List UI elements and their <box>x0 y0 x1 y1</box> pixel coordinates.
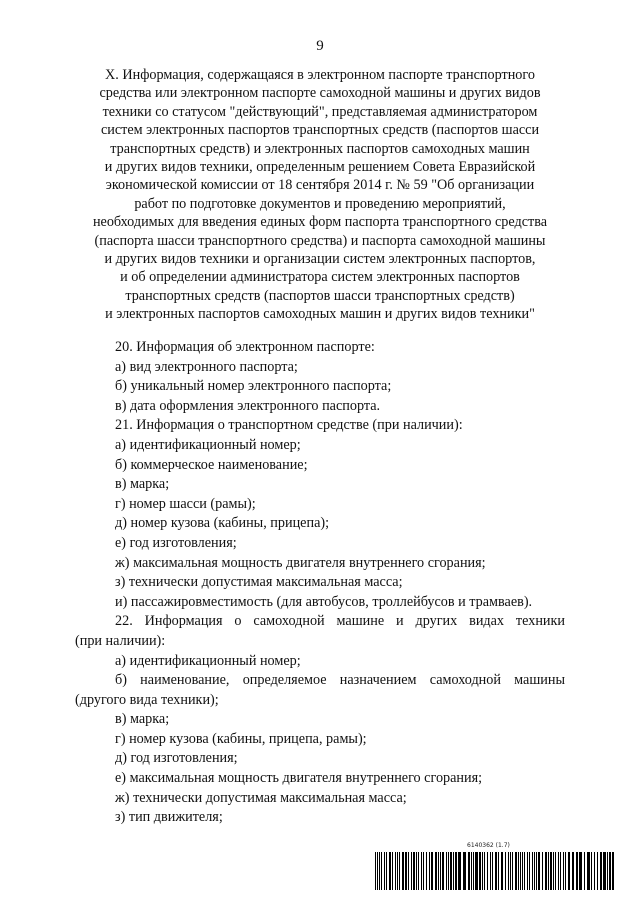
heading-line: и других видов техники, определенным решением Совета Евразийской <box>104 159 536 176</box>
heading-line: и электронных паспортов самоходных машин и других видов техники" <box>105 306 535 323</box>
barcode <box>375 852 615 890</box>
list-item: и) пассажировместимость (для автобусов, троллейбусов и трамваев). <box>115 593 533 610</box>
heading-line: экономической комиссии от 18 сентября 2014 г. № 59 "Об организации <box>105 177 535 194</box>
list-item-continuation: (другого вида техники); <box>75 691 219 708</box>
list-item: з) тип движителя; <box>115 809 223 826</box>
heading-line: и других видов техники и организации систем электронных паспортов, <box>104 251 536 268</box>
list-item: а) вид электронного паспорта; <box>115 358 298 375</box>
list-item: б) уникальный номер электронного паспорта; <box>115 378 392 395</box>
list-item: в) дата оформления электронного паспорта. <box>115 397 381 414</box>
list-item: б) наименование, определяемое назначением самоходной машины <box>115 672 565 689</box>
heading-line: средства или электронном паспорте самоходной машины и других видов <box>99 85 541 102</box>
heading-line: X. Информация, содержащаяся в электронном паспорте транспортного <box>105 67 535 83</box>
list-item: б) коммерческое наименование; <box>115 456 308 473</box>
section-22-title: 22. Информация о самоходной машине и других видах техники <box>115 613 565 630</box>
heading-line: и об определении администратора систем электронных паспортов <box>120 269 520 286</box>
list-item: е) максимальная мощность двигателя внутреннего сгорания; <box>115 770 483 787</box>
list-item: а) идентификационный номер; <box>115 436 301 453</box>
heading-line: транспортных средств) и электронных паспортов самоходных машин <box>110 140 530 157</box>
list-item: в) марка; <box>115 711 170 728</box>
list-item: д) год изготовления; <box>115 750 238 767</box>
list-item: д) номер кузова (кабины, прицепа); <box>115 515 330 532</box>
heading-line: систем электронных паспортов транспортных средств (паспортов шасси <box>100 122 540 139</box>
section-20-title: 20. Информация об электронном паспорте: <box>115 339 375 355</box>
heading-line: транспортных средств (паспортов шасси транспортных средств) <box>125 287 515 304</box>
page-number: 9 <box>316 38 324 54</box>
heading-line: работ по подготовке документов и проведению мероприятий, <box>134 195 506 212</box>
document-stamp: 6140362 (1.7) <box>467 842 510 849</box>
list-item: е) год изготовления; <box>115 534 237 551</box>
list-item: в) марка; <box>115 476 170 493</box>
document-body <box>75 338 565 828</box>
heading-line: (паспорта шасси транспортного средства) и паспорта самоходной машины <box>94 232 546 249</box>
heading-line: техники со статусом "действующий", представляемая администратором <box>102 103 538 120</box>
list-item: ж) максимальная мощность двигателя внутреннего сгорания; <box>115 554 486 571</box>
heading-line: необходимых для введения единых форм паспорта транспортного средства <box>92 214 548 231</box>
list-item: ж) технически допустимая максимальная масса; <box>115 789 407 806</box>
section-22-title-continuation: (при наличии): <box>75 632 166 649</box>
list-item: г) номер кузова (кабины, прицепа, рамы); <box>115 730 367 747</box>
list-item: з) технически допустимая максимальная масса; <box>115 574 403 591</box>
list-item: а) идентификационный номер; <box>115 652 301 669</box>
section-heading <box>75 66 565 324</box>
list-item: г) номер шасси (рамы); <box>115 495 256 512</box>
section-21-title: 21. Информация о транспортном средстве (при наличии): <box>115 417 463 434</box>
